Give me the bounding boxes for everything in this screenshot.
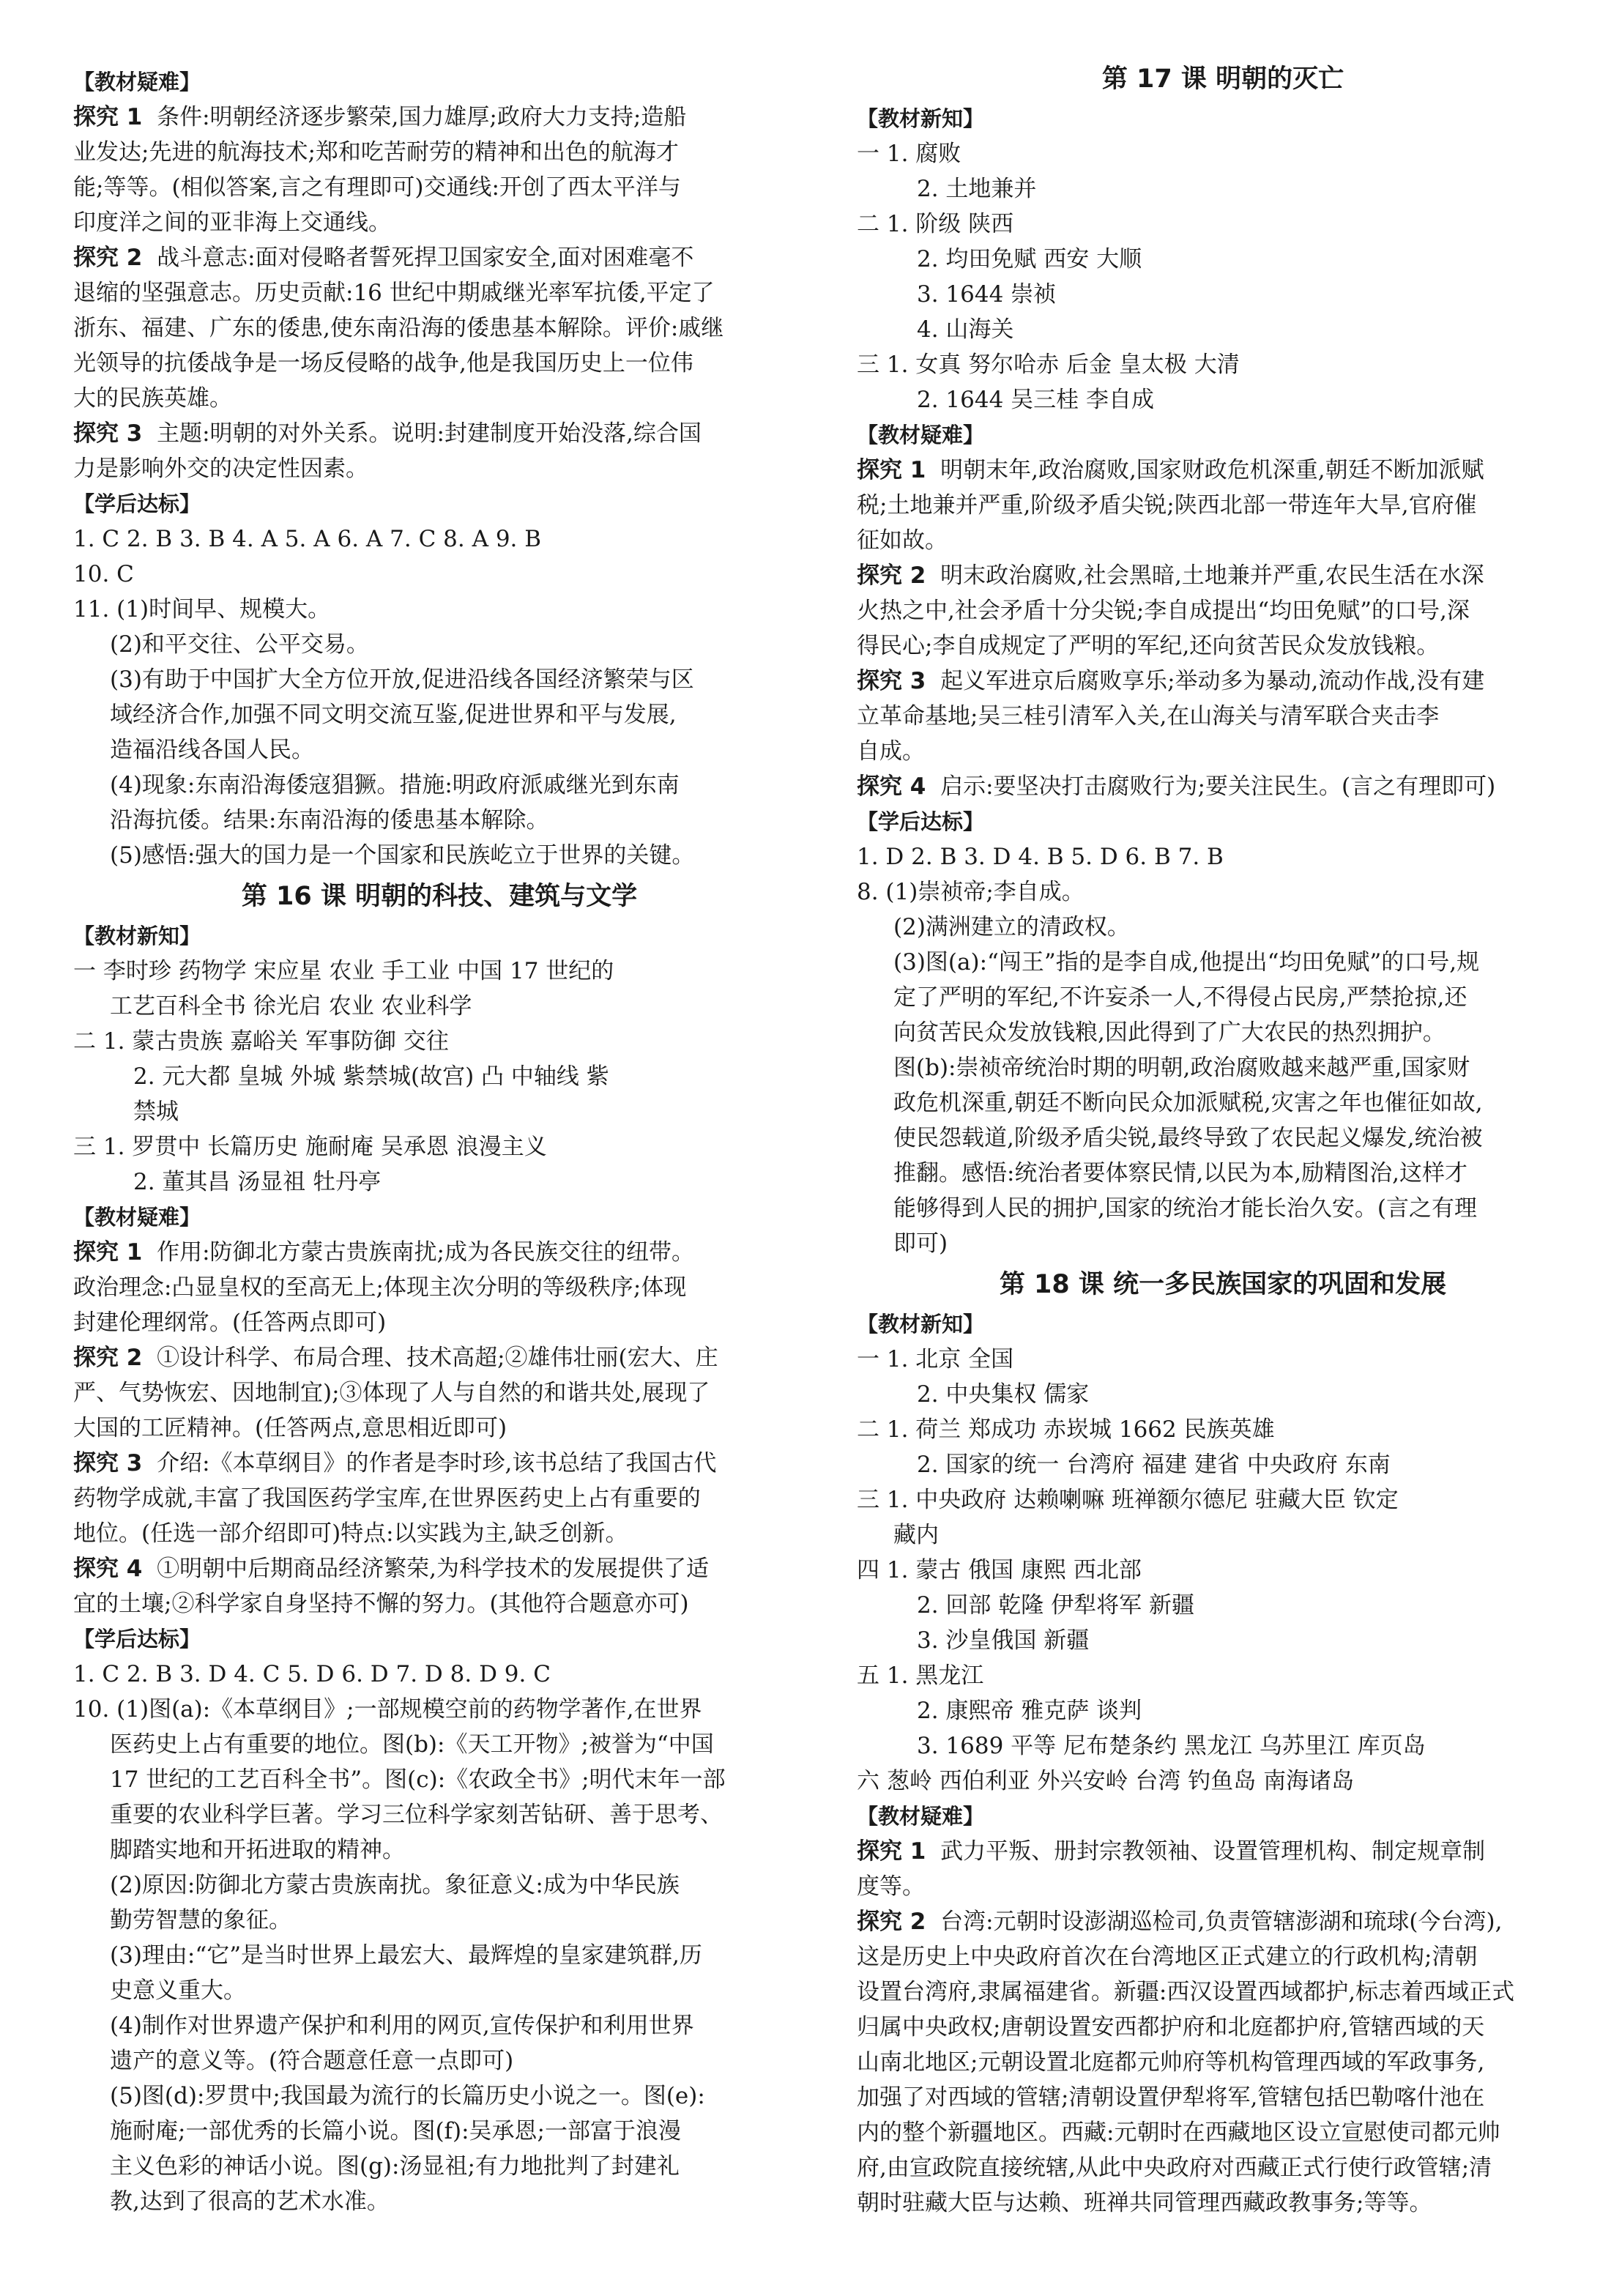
explore-label: 探究 3 — [73, 1450, 143, 1476]
explore-label: 探究 3 — [857, 668, 926, 694]
text-line: 明末政治腐败,社会黑暗,土地兼并严重,农民生活在水深 — [940, 562, 1484, 589]
text-line: (5)图(d):罗贯中;我国最为流行的长篇历史小说之一。图(e): — [110, 2083, 705, 2109]
text-line: 2. 1644 吴三桂 李自成 — [917, 387, 1155, 413]
answer-line: 1. C 2. B 3. B 4. A 5. A 6. A 7. C 8. A 9. B — [73, 526, 542, 552]
text-line: 域经济合作,加强不同文明交流互鉴,促进世界和平与发展, — [110, 702, 677, 728]
text-line: 脚踏实地和开拓进取的精神。 — [110, 1837, 405, 1863]
text-line: 起义军进京后腐败享乐;举动多为暴动,流动作战,没有建 — [940, 668, 1485, 694]
text-line: 力是影响外交的决定性因素。 — [73, 456, 368, 482]
text-line: 3. 1689 平等 尼布楚条约 黑龙江 乌苏里江 库页岛 — [917, 1733, 1426, 1759]
text-line: 医药史上占有重要的地位。图(b):《天工开物》;被誉为“中国 — [110, 1731, 714, 1758]
text-line: 五 1. 黑龙江 — [857, 1662, 984, 1689]
section-tag: 【学后达标】 — [73, 1627, 201, 1652]
text-line: 3. 1644 崇祯 — [917, 281, 1057, 308]
explore-label: 探究 3 — [73, 420, 143, 447]
text-line: 政危机深重,朝廷不断向民众加派赋税,灾害之年也催征如故, — [893, 1090, 1483, 1116]
text-line: 4. 山海关 — [917, 316, 1014, 343]
explore-label: 探究 1 — [73, 1239, 143, 1266]
text-line: (5)感悟:强大的国力是一个国家和民族屹立于世界的关键。 — [110, 842, 695, 869]
text-line: (4)现象:东南沿海倭寇猖獗。措施:明政府派戚继光到东南 — [110, 772, 680, 798]
section-tag: 【教材疑难】 — [73, 70, 201, 94]
text-line: (3)理由:“它”是当时世界上最宏大、最辉煌的皇家建筑群,历 — [110, 1942, 702, 1969]
question-8 — [857, 874, 1589, 1261]
explore-16-2 — [73, 1340, 806, 1446]
section-tag: 【教材新知】 — [857, 1312, 985, 1337]
lesson-title: 第 18 课 统一多民族国家的巩固和发展 — [999, 1270, 1447, 1299]
text-line: 一 1. 北京 全国 — [857, 1346, 1014, 1372]
text-line: 施耐庵;一部优秀的长篇小说。图(f):吴承恩;一部富于浪漫 — [110, 2118, 681, 2144]
text-line: 勤劳智慧的象征。 — [110, 1907, 291, 1933]
explore-17-3 — [857, 664, 1589, 769]
text-line: 能够得到人民的拥护,国家的统治才能长治久安。(言之有理 — [893, 1195, 1477, 1222]
text-line: 印度洋之间的亚非海上交通线。 — [73, 209, 391, 236]
answer-line: 1. D 2. B 3. D 4. B 5. D 6. B 7. B — [857, 844, 1224, 870]
text-line: 即可) — [893, 1230, 948, 1257]
text-line: 2. 回部 乾隆 伊犁将军 新疆 — [917, 1592, 1194, 1619]
text-line: 地位。(任选一部介绍即可)特点:以实践为主,缺乏创新。 — [73, 1520, 628, 1547]
text-line: 明朝末年,政治腐败,国家财政危机深重,朝廷不断加派赋 — [940, 457, 1484, 483]
text-line: 图(b):崇祯帝统治时期的明朝,政治腐败越来越严重,国家财 — [893, 1055, 1470, 1081]
text-line: 主义色彩的神话小说。图(g):汤显祖;有力地批判了封建礼 — [110, 2153, 680, 2180]
text-line: 战斗意志:面对侵略者誓死捍卫国家安全,面对困难毫不 — [157, 245, 694, 271]
text-line: 税;土地兼并严重,阶级矛盾尖锐;陕西北部一带连年大旱,官府催 — [857, 492, 1477, 519]
text-line: 加强了对西域的管辖;清朝设置伊犁将军,管辖包括巴勒喀什池在 — [857, 2084, 1485, 2111]
text-line: (4)制作对世界遗产保护和利用的网页,宣传保护和利用世界 — [110, 2013, 694, 2039]
text-line: 2. 董其昌 汤显祖 牡丹亭 — [133, 1169, 382, 1195]
text-line: 业发达;先进的航海技术;郑和吃苦耐劳的精神和出色的航海才 — [73, 139, 679, 166]
text-line: 光领导的抗倭战争是一场反侵略的战争,他是我国历史上一位伟 — [73, 350, 693, 376]
text-line: ①设计科学、布局合理、技术高超;②雄伟壮丽(宏大、庄 — [157, 1345, 718, 1371]
text-line: 工艺百科全书 徐光启 农业 农业科学 — [110, 993, 472, 1019]
section-tag: 【教材新知】 — [857, 106, 985, 131]
explore-label: 探究 1 — [857, 1838, 926, 1865]
new-knowledge-16 — [73, 954, 806, 1200]
text-line: 介绍:《本草纲目》的作者是李时珍,该书总结了我国古代 — [157, 1450, 717, 1476]
section-tag: 【教材疑难】 — [857, 423, 985, 447]
text-line: 退缩的坚强意志。历史贡献:16 世纪中期戚继光率军抗倭,平定了 — [73, 280, 715, 306]
text-line: 自成。 — [857, 738, 925, 765]
explore-label: 探究 4 — [73, 1556, 143, 1582]
text-line: 2. 康熙帝 雅克萨 谈判 — [917, 1698, 1142, 1724]
text-line: 度等。 — [857, 1873, 925, 1900]
explore-17-2 — [857, 558, 1589, 664]
text-line: ①明朝中后期商品经济繁荣,为科学技术的发展提供了适 — [157, 1556, 709, 1582]
text-line: 四 1. 蒙古 俄国 康熙 西北部 — [857, 1557, 1142, 1583]
text-line: 10. (1)图(a):《本草纲目》;一部规模空前的药物学著作,在世界 — [73, 1696, 702, 1723]
text-line: 作用:防御北方蒙古贵族南扰;成为各民族交往的纽带。 — [157, 1239, 694, 1266]
text-line: 17 世纪的工艺百科全书”。图(c):《农政全书》;明代末年一部 — [110, 1766, 726, 1793]
explore-2 — [73, 240, 806, 416]
text-line: 武力平叛、册封宗教领袖、设置管理机构、制定规章制 — [940, 1838, 1486, 1865]
text-line: 史意义重大。 — [110, 1977, 246, 2004]
text-line: 教,达到了很高的艺术水准。 — [110, 2188, 390, 2215]
text-line: 得民心;李自成规定了严明的军纪,还向贫苦民众发放钱粮。 — [857, 633, 1440, 659]
text-line: 能;等等。(相似答案,言之有理即可)交通线:开创了西太平洋与 — [73, 174, 681, 201]
text-line: 三 1. 罗贯中 长篇历史 施耐庵 吴承恩 浪漫主义 — [73, 1134, 547, 1160]
text-line: 藏内 — [893, 1522, 939, 1548]
text-line: 条件:明朝经济逐步繁荣,国力雄厚;政府大力支持;造船 — [157, 104, 687, 130]
text-line: 火热之中,社会矛盾十分尖锐;李自成提出“均田免赋”的口号,深 — [857, 598, 1470, 624]
text-line: 2. 土地兼并 — [917, 176, 1037, 202]
text-line: 三 1. 女真 努尔哈赤 后金 皇太极 大清 — [857, 352, 1240, 378]
explore-17-4 — [857, 769, 1589, 804]
explore-17-1 — [857, 453, 1589, 558]
text-line: 这是历史上中央政府首次在台湾地区正式建立的行政机构;清朝 — [857, 1944, 1478, 1970]
text-line: 3. 沙皇俄国 新疆 — [917, 1627, 1090, 1654]
answer-line: 1. C 2. B 3. D 4. C 5. D 6. D 7. D 8. D 9. C — [73, 1661, 551, 1687]
text-line: 严、气势恢宏、因地制宜);③体现了人与自然的和谐共处,展现了 — [73, 1380, 710, 1406]
text-line: (2)满洲建立的清政权。 — [893, 914, 1130, 940]
lesson-title: 第 17 课 明朝的灭亡 — [1101, 64, 1344, 94]
explore-label: 探究 2 — [73, 245, 143, 271]
explore-label: 探究 1 — [73, 104, 143, 130]
right-column — [857, 64, 1589, 2221]
explore-3 — [73, 416, 806, 486]
left-column — [73, 64, 806, 2219]
explore-18-2 — [857, 1904, 1589, 2221]
text-line: (3)有助于中国扩大全方位开放,促进沿线各国经济繁荣与区 — [110, 666, 694, 693]
text-line: 使民怨载道,阶级矛盾尖锐,最终导致了农民起义爆发,统治被 — [893, 1125, 1483, 1151]
text-line: 政治理念:凸显皇权的至高无上;体现主次分明的等级秩序;体现 — [73, 1274, 687, 1301]
question-11 — [73, 592, 806, 873]
explore-16-4 — [73, 1551, 806, 1621]
explore-label: 探究 2 — [857, 1909, 926, 1935]
text-line: 沿海抗倭。结果:东南沿海的倭患基本解除。 — [110, 807, 549, 833]
text-line: 二 1. 蒙古贵族 嘉峪关 军事防御 交往 — [73, 1028, 449, 1055]
text-line: 遗产的意义等。(符合题意任意一点即可) — [110, 2048, 514, 2074]
new-knowledge-18 — [857, 1342, 1589, 1799]
text-line: 台湾:元朝时设澎湖巡检司,负责管辖澎湖和琉球(今台湾), — [940, 1909, 1503, 1935]
text-line: 2. 国家的统一 台湾府 福建 建省 中央政府 东南 — [917, 1452, 1391, 1478]
text-line: 2. 元大都 皇城 外城 紫禁城(故宫) 凸 中轴线 紫 — [133, 1063, 609, 1090]
text-line: 二 1. 荷兰 郑成功 赤崁城 1662 民族英雄 — [857, 1416, 1275, 1443]
text-line: 二 1. 阶级 陕西 — [857, 211, 1014, 237]
text-line: 山南北地区;元朝设置北庭都元帅府等机构管理西域的军政事务, — [857, 2049, 1485, 2076]
section-tag: 【学后达标】 — [73, 491, 201, 516]
text-line: 府,由宣政院直接统辖,从此中央政府对西藏正式行使行政管辖;清 — [857, 2155, 1492, 2181]
explore-16-1 — [73, 1235, 806, 1340]
text-line: 一 1. 腐败 — [857, 141, 961, 167]
text-line: 向贫苦民众发放钱粮,因此得到了广大农民的热烈拥护。 — [893, 1019, 1446, 1046]
text-line: 11. (1)时间早、规模大。 — [73, 596, 331, 623]
text-line: 启示:要坚决打击腐败行为;要关注民生。(言之有理即可) — [940, 773, 1496, 800]
text-line: 浙东、福建、广东的倭患,使东南沿海的倭患基本解除。评价:戚继 — [73, 315, 724, 341]
text-line: 大的民族英雄。 — [73, 385, 232, 412]
text-line: 主题:明朝的对外关系。说明:封建制度开始没落,综合国 — [157, 420, 702, 447]
text-line: 定了严明的军纪,不许妄杀一人,不得侵占民房,严禁抢掠,还 — [893, 984, 1467, 1011]
section-tag: 【教材新知】 — [73, 924, 201, 948]
explore-label: 探究 2 — [73, 1345, 143, 1371]
new-knowledge-17 — [857, 136, 1589, 417]
text-line: 设置台湾府,隶属福建省。新疆:西汉设置西域都护,标志着西域正式 — [857, 1979, 1515, 2005]
text-line: 一 李时珍 药物学 宋应星 农业 手工业 中国 17 世纪的 — [73, 958, 614, 984]
text-line: 2. 均田免赋 西安 大顺 — [917, 246, 1142, 272]
section-tag: 【教材疑难】 — [857, 1804, 985, 1829]
section-tag: 【学后达标】 — [857, 809, 985, 834]
text-line: 推翻。感悟:统治者要体察民情,以民为本,励精图治,这样才 — [893, 1160, 1468, 1186]
text-line: 2. 中央集权 儒家 — [917, 1381, 1090, 1408]
question-10 — [73, 1692, 806, 2219]
answer-line: 10. C — [73, 561, 134, 587]
text-line: 药物学成就,丰富了我国医药学宝库,在世界医药史上占有重要的 — [73, 1485, 701, 1512]
text-line: 重要的农业科学巨著。学习三位科学家刻苦钻研、善于思考、 — [110, 1802, 723, 1828]
explore-1 — [73, 100, 806, 240]
text-line: (2)和平交往、公平交易。 — [110, 631, 369, 658]
text-line: 8. (1)崇祯帝;李自成。 — [857, 879, 1085, 905]
text-line: 归属中央政权;唐朝设置安西都护府和北庭都护府,管辖西域的天 — [857, 2014, 1485, 2040]
text-line: 宜的土壤;②科学家自身坚持不懈的努力。(其他符合题意亦可) — [73, 1591, 689, 1617]
explore-label: 探究 1 — [857, 457, 926, 483]
text-line: 朝时驻藏大臣与达赖、班禅共同管理西藏政教事务;等等。 — [857, 2190, 1432, 2216]
text-line: 封建伦理纲常。(任答两点即可) — [73, 1309, 387, 1336]
explore-18-1 — [857, 1834, 1589, 1904]
explore-label: 探究 4 — [857, 773, 926, 800]
text-line: (2)原因:防御北方蒙古贵族南扰。象征意义:成为中华民族 — [110, 1872, 680, 1898]
lesson-title: 第 16 课 明朝的科技、建筑与文学 — [241, 882, 638, 911]
section-tag: 【教材疑难】 — [73, 1205, 201, 1230]
text-line: (3)图(a):“闯王”指的是李自成,他提出“均田免赋”的口号,规 — [893, 949, 1480, 976]
explore-label: 探究 2 — [857, 562, 926, 589]
text-line: 立革命基地;吴三桂引清军入关,在山海关与清军联合夹击李 — [857, 703, 1440, 729]
text-line: 造福沿线各国人民。 — [110, 737, 314, 763]
text-line: 六 葱岭 西伯利亚 外兴安岭 台湾 钓鱼岛 南海诸岛 — [857, 1768, 1355, 1794]
text-line: 征如故。 — [857, 527, 948, 554]
explore-16-3 — [73, 1446, 806, 1551]
text-line: 内的整个新疆地区。西藏:元朝时在西藏地区设立宣慰使司都元帅 — [857, 2119, 1500, 2146]
text-line: 大国的工匠精神。(任答两点,意思相近即可) — [73, 1415, 507, 1441]
text-line: 三 1. 中央政府 达赖喇嘛 班禅额尔德尼 驻藏大臣 钦定 — [857, 1487, 1399, 1513]
text-line: 禁城 — [133, 1099, 179, 1125]
